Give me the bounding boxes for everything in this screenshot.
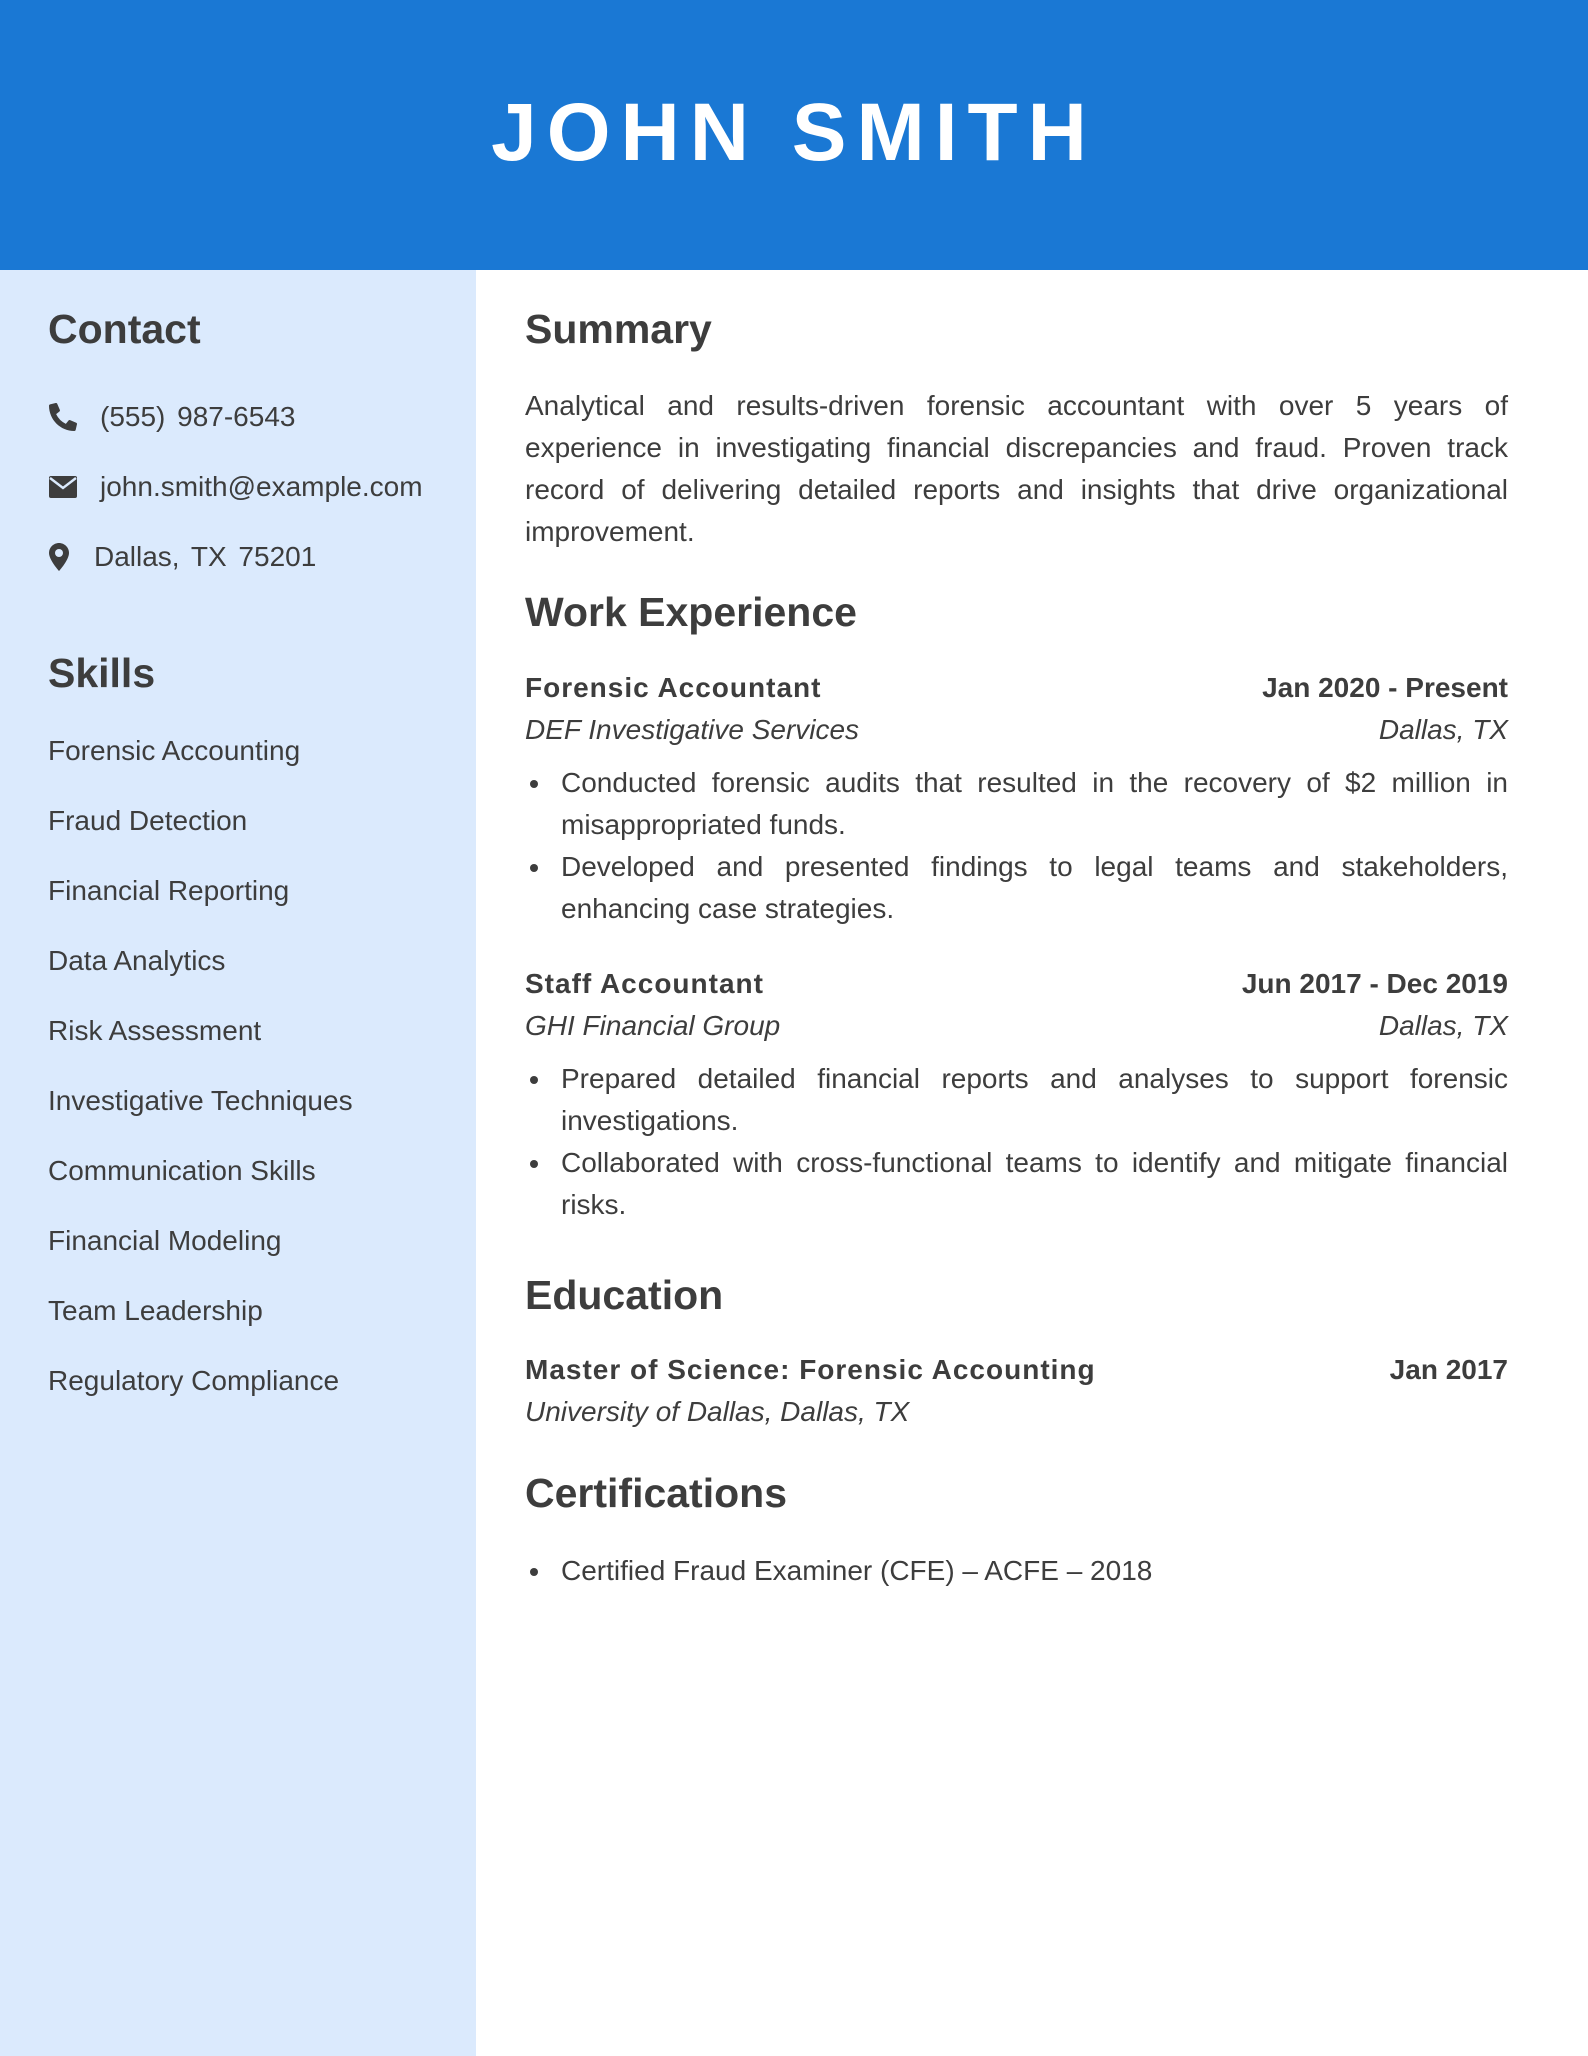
skill-item: Regulatory Compliance	[48, 1365, 340, 1396]
job-bullet: Developed and presented findings to legal teams and stakeholders, enhancing case strategies.	[525, 846, 1508, 930]
skill-item: Fraud Detection	[48, 805, 248, 836]
job-title: Staff Accountant	[525, 968, 764, 999]
contact-location-text: Dallas, TX 75201	[94, 541, 317, 572]
skill-item: Data Analytics	[48, 945, 226, 976]
skill-item: Investigative Techniques	[48, 1085, 353, 1116]
job-subheader	[525, 714, 1508, 746]
skill-item: Financial Reporting	[48, 875, 290, 906]
skill-item: Forensic Accounting	[48, 735, 301, 766]
contact-heading: Contact	[48, 306, 201, 352]
summary-text: Analytical and results-driven forensic accountant with over 5 years of experience in investigating financial discrepancies and fraud. Proven track record of delivering detailed reports and insights that drive organizational improvement.	[525, 390, 1508, 547]
contact-phone	[48, 401, 295, 433]
experience-heading: Work Experience	[525, 589, 857, 635]
location-pin-icon	[48, 543, 70, 571]
skill-item: Risk Assessment	[48, 1015, 262, 1046]
job-dates: Jun 2017 - Dec 2019	[1241, 968, 1508, 999]
candidate-name: JOHN SMITH	[491, 87, 1097, 178]
job-title: Forensic Accountant	[525, 672, 822, 703]
certification-list	[525, 1550, 1508, 1592]
certifications-heading: Certifications	[525, 1470, 787, 1516]
contact-email	[48, 471, 423, 503]
skill-item: Team Leadership	[48, 1295, 263, 1326]
education-header	[525, 1354, 1508, 1386]
job-company: DEF Investigative Services	[525, 714, 860, 745]
skill-item: Communication Skills	[48, 1155, 316, 1186]
job-dates: Jan 2020 - Present	[1262, 672, 1508, 703]
job-bullet: Conducted forensic audits that resulted in the recovery of $2 million in misappropriated funds.	[525, 762, 1508, 846]
job-header	[525, 672, 1508, 704]
resume-header	[0, 0, 1588, 270]
job-subheader	[525, 1010, 1508, 1042]
job-location: Dallas, TX	[1378, 714, 1508, 745]
skill-item: Financial Modeling	[48, 1225, 282, 1256]
degree: Master of Science: Forensic Accounting	[525, 1354, 1096, 1385]
phone-icon	[48, 403, 78, 431]
sidebar	[0, 270, 476, 2056]
skills-heading: Skills	[48, 650, 156, 696]
job-company: GHI Financial Group	[525, 1010, 781, 1041]
education-heading: Education	[525, 1272, 724, 1318]
contact-email-text: john.smith@example.com	[100, 471, 423, 502]
summary-heading: Summary	[525, 306, 712, 352]
envelope-icon	[48, 476, 78, 498]
education-subheader	[525, 1396, 1508, 1428]
contact-location	[48, 541, 316, 573]
education-date: Jan 2017	[1389, 1354, 1508, 1385]
job-bullets	[525, 1058, 1508, 1226]
contact-phone-text: (555) 987-6543	[100, 401, 296, 432]
job-bullet: Collaborated with cross-functional teams to identify and mitigate financial risks.	[525, 1142, 1508, 1226]
job-bullet: Prepared detailed financial reports and analyses to support forensic investigations.	[525, 1058, 1508, 1142]
job-location: Dallas, TX	[1378, 1010, 1508, 1041]
certification-item: Certified Fraud Examiner (CFE) – ACFE – 2018	[525, 1550, 1508, 1592]
school: University of Dallas, Dallas, TX	[525, 1396, 910, 1427]
job-bullets	[525, 762, 1508, 930]
job-header	[525, 968, 1508, 1000]
